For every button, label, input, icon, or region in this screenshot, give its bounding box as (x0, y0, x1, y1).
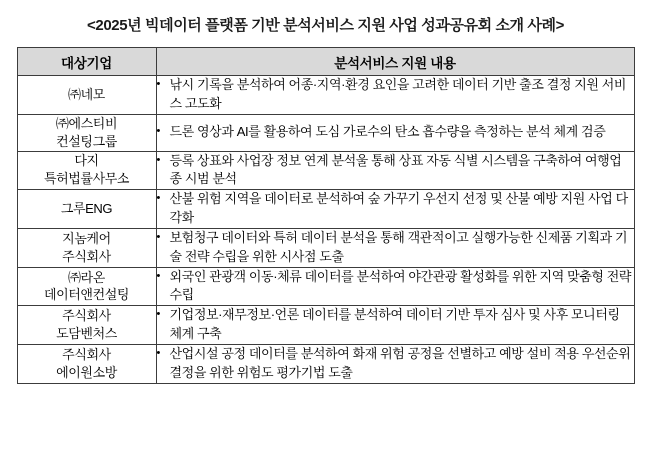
company-name-line: 특허법률사무소 (43, 171, 130, 187)
bullet-item (157, 76, 634, 114)
cell-support-content (156, 114, 634, 151)
company-name-line: 그루ENG (60, 201, 113, 217)
table-row (17, 76, 634, 115)
bullet-icon: • (156, 269, 160, 282)
bullet-item (157, 152, 634, 190)
cell-company (17, 151, 156, 190)
table-body (17, 76, 634, 384)
table-row (17, 151, 634, 190)
support-cases-table (17, 47, 635, 384)
bullet-text: 산업시설 공정 데이터를 분석하여 화재 위험 공정을 선별하고 예방 설비 적용 우선순위 결정을 위한 위험도 평가기법 도출 (169, 346, 631, 380)
bullet-text: 산불 위험 지역을 데이터로 분석하여 숲 가꾸기 우선지 선정 및 산불 예방 지원 사업 다각화 (169, 191, 628, 226)
cell-company (17, 228, 156, 267)
company-name-line: 주식회사 (62, 248, 111, 264)
column-header-company: 대상기업 (17, 48, 156, 76)
bullet-text: 보험청구 데이터와 특허 데이터 분석을 통해 객관적이고 실행가능한 신제품 기획과 기술 전략 수립을 위한 시사점 도출 (169, 229, 628, 264)
cell-support-content (156, 345, 634, 384)
bullet-text: 외국인 관광객 이동·체류 데이터를 분석하여 야간관광 활성화를 위한 지역 맞춤형 전략 수립 (169, 268, 632, 303)
table-row (17, 345, 634, 384)
company-name-line: 컨설팅그룹 (56, 133, 117, 149)
bullet-icon: • (156, 230, 160, 243)
bullet-item (157, 306, 634, 344)
cell-support-content (156, 190, 634, 229)
table-row (17, 306, 634, 345)
cell-support-content (156, 306, 634, 345)
company-name-line: 다지 (74, 153, 99, 169)
company-name-line: 도담벤처스 (56, 326, 117, 342)
bullet-icon: • (156, 347, 160, 359)
cell-company (17, 267, 156, 306)
bullet-item (157, 229, 634, 267)
cell-support-content (156, 76, 634, 115)
bullet-text: 등록 상표와 사업장 정보 연계 분석울 통해 상표 자동 식별 시스템을 구축하여 여행업종 시범 분석 (169, 152, 622, 187)
cell-company (17, 345, 156, 384)
table-row (17, 267, 634, 306)
company-name-line: 에이원소방 (56, 364, 117, 380)
company-name-line: 지놈케어 (62, 230, 111, 246)
cell-company (17, 76, 156, 115)
bullet-text: 드론 영상과 AI를 활용하여 도심 가로수의 탄소 흡수량을 측정하는 분석 체계 검증 (169, 124, 606, 140)
company-name-line: ㈜네모 (68, 86, 105, 102)
table-header (17, 48, 634, 76)
page-title: <2025년 빅데이터 플랫폼 기반 분석서비스 지원 사업 성과공유회 소개 사례> (87, 17, 564, 34)
cell-company (17, 190, 156, 229)
cell-support-content (156, 228, 634, 267)
table-row (17, 228, 634, 267)
bullet-text: 낚시 기록을 분석하여 어종·지역·환경 요인을 고려한 데이터 기반 출조 결정 지원 서비스 고도화 (169, 77, 627, 111)
company-name-line: 데이터앤컨설팅 (43, 287, 130, 303)
table-row (17, 190, 634, 229)
bullet-icon: • (156, 78, 160, 90)
cell-company (17, 114, 156, 151)
bullet-icon: • (156, 308, 160, 321)
company-name-line: 주식회사 (62, 346, 111, 362)
bullet-text: 기업정보·재무정보·언론 데이터를 분석하여 데이터 기반 투자 심사 및 사후 모니터링 체계 구축 (169, 307, 620, 342)
bullet-icon: • (156, 125, 160, 138)
bullet-item (157, 123, 634, 142)
table-row (17, 114, 634, 151)
table-header-row (17, 48, 634, 76)
company-name-line: ㈜라온 (68, 269, 105, 285)
company-name-line: ㈜에스티비 (55, 115, 118, 131)
bullet-item (157, 190, 634, 228)
company-name-line: 주식회사 (62, 308, 111, 324)
bullet-icon: • (156, 192, 160, 205)
bullet-icon: • (156, 153, 160, 166)
cell-support-content (156, 151, 634, 190)
bullet-item (157, 345, 634, 383)
cell-company (17, 306, 156, 345)
cell-support-content (156, 267, 634, 306)
bullet-item (157, 268, 634, 306)
column-header-content: 분석서비스 지원 내용 (156, 48, 634, 76)
